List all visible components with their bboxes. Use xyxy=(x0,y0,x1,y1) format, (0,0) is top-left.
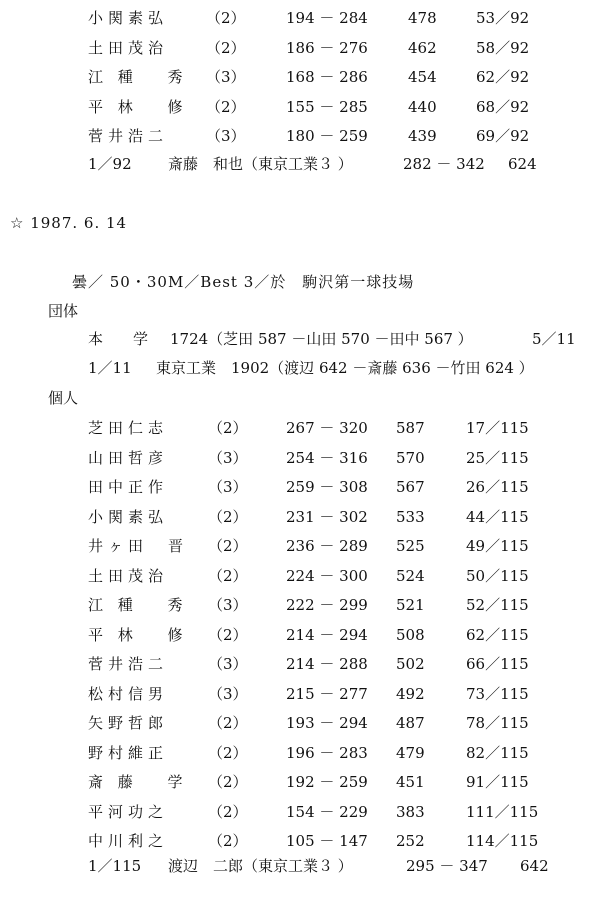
athlete-name: 菅井浩二 xyxy=(88,655,169,673)
athlete-rank: 50／115 xyxy=(466,566,529,585)
athlete-rank: 62／92 xyxy=(476,68,530,86)
athlete-scores: 180 － 259 xyxy=(286,127,368,145)
athlete-total: 454 xyxy=(408,68,437,86)
athlete-scores: 214 － 288 xyxy=(286,655,368,673)
athlete-grade: （2） xyxy=(206,38,246,57)
athlete-scores: 194 － 284 xyxy=(286,9,368,27)
athlete-rank: 25／115 xyxy=(466,448,529,467)
athlete-name: 野村維正 xyxy=(88,743,169,762)
event-description: 曇／ 50・30M／Best 3／於 駒沢第一球技場 xyxy=(72,273,415,291)
athlete-total: 524 xyxy=(396,566,425,585)
athlete-rank: 62／115 xyxy=(466,625,529,644)
athlete-grade: （2） xyxy=(208,625,248,644)
athlete-total: 383 xyxy=(396,802,425,821)
athlete-scores: 196 － 283 xyxy=(286,743,368,762)
athlete-grade: （2） xyxy=(208,507,248,526)
athlete-grade: （2） xyxy=(208,537,248,555)
athlete-name: 菅井浩二 xyxy=(88,127,169,145)
athlete-grade: （3） xyxy=(208,596,248,614)
athlete-rank: 26／115 xyxy=(466,478,529,496)
athlete-grade: （3） xyxy=(208,655,248,673)
top-winner-total: 624 xyxy=(508,155,537,173)
athlete-name: 田中正作 xyxy=(88,478,169,496)
athlete-name: 井ヶ田 晋 xyxy=(88,537,189,555)
team-home-name: 本 学 xyxy=(88,330,149,348)
athlete-scores: 222 － 299 xyxy=(286,596,368,614)
athlete-name: 江 種 秀 xyxy=(88,68,188,86)
athlete-scores: 105 － 147 xyxy=(286,832,368,850)
team-winner-rank: 1／11 xyxy=(88,359,132,377)
athlete-grade: （2） xyxy=(208,714,248,732)
athlete-name: 平河功之 xyxy=(88,802,169,821)
team-label: 団体 xyxy=(48,302,79,320)
athlete-total: 462 xyxy=(408,38,437,57)
athlete-scores: 224 － 300 xyxy=(286,566,368,585)
athlete-scores: 192 － 259 xyxy=(286,773,368,791)
athlete-total: 487 xyxy=(396,714,425,732)
athlete-rank: 114／115 xyxy=(466,832,539,850)
athlete-grade: （3） xyxy=(208,684,248,703)
athlete-scores: 154 － 229 xyxy=(286,802,368,821)
athlete-scores: 254 － 316 xyxy=(286,448,368,467)
athlete-total: 440 xyxy=(408,97,437,116)
athlete-rank: 49／115 xyxy=(466,537,529,555)
athlete-name: 山田哲彦 xyxy=(88,448,169,467)
athlete-scores: 236 － 289 xyxy=(286,537,368,555)
athlete-name: 矢野哲郎 xyxy=(88,714,169,732)
athlete-name: 土田茂治 xyxy=(88,38,169,57)
athlete-name: 小関素弘 xyxy=(88,507,169,526)
top-winner-rank: 1／92 xyxy=(88,155,132,173)
athlete-rank: 73／115 xyxy=(466,684,529,703)
athlete-grade: （2） xyxy=(206,97,246,116)
athlete-scores: 259 － 308 xyxy=(286,478,368,496)
athlete-total: 478 xyxy=(408,9,437,27)
athlete-name: 江 種 秀 xyxy=(88,596,188,614)
athlete-name: 芝田仁志 xyxy=(88,419,169,437)
team-winner-detail: 東京工業 1902（渡辺 642 －斎藤 636 －竹田 624 ） xyxy=(156,359,534,377)
athlete-total: 252 xyxy=(396,832,425,850)
athlete-total: 570 xyxy=(396,448,425,467)
athlete-total: 439 xyxy=(408,127,437,145)
athlete-total: 587 xyxy=(396,419,425,437)
individual-label: 個人 xyxy=(48,389,79,407)
athlete-name: 中川利之 xyxy=(88,832,169,850)
athlete-grade: （3） xyxy=(208,448,248,467)
athlete-total: 502 xyxy=(396,655,425,673)
athlete-total: 451 xyxy=(396,773,425,791)
athlete-total: 508 xyxy=(396,625,425,644)
athlete-name: 斎 藤 学 xyxy=(88,773,188,791)
top-winner-scores: 282 － 342 xyxy=(403,155,485,173)
athlete-grade: （2） xyxy=(208,802,248,821)
athlete-rank: 68／92 xyxy=(476,97,530,116)
athlete-scores: 155 － 285 xyxy=(286,97,368,116)
athlete-rank: 91／115 xyxy=(466,773,529,791)
athlete-total: 533 xyxy=(396,507,425,526)
athlete-grade: （2） xyxy=(208,773,248,791)
athlete-scores: 193 － 294 xyxy=(286,714,368,732)
athlete-scores: 215 － 277 xyxy=(286,684,368,703)
athlete-total: 521 xyxy=(396,596,425,614)
athlete-rank: 66／115 xyxy=(466,655,529,673)
athlete-rank: 58／92 xyxy=(476,38,530,57)
winner-name: 渡辺 二郎（東京工業３ ） xyxy=(168,857,353,875)
athlete-rank: 82／115 xyxy=(466,743,529,762)
athlete-grade: （2） xyxy=(206,9,246,27)
athlete-scores: 168 － 286 xyxy=(286,68,368,86)
winner-scores: 295 － 347 xyxy=(406,857,488,875)
team-home-rank: 5／11 xyxy=(532,330,576,348)
athlete-name: 平 林 修 xyxy=(88,625,188,644)
athlete-grade: （3） xyxy=(206,68,246,86)
athlete-scores: 214 － 294 xyxy=(286,625,368,644)
athlete-grade: （2） xyxy=(208,419,248,437)
athlete-rank: 69／92 xyxy=(476,127,530,145)
event-date: ☆ 1987. 6. 14 xyxy=(10,214,128,232)
athlete-rank: 111／115 xyxy=(466,802,539,821)
athlete-rank: 53／92 xyxy=(476,9,530,27)
athlete-grade: （2） xyxy=(208,832,248,850)
athlete-name: 土田茂治 xyxy=(88,566,169,585)
winner-rank: 1／115 xyxy=(88,857,142,875)
athlete-rank: 44／115 xyxy=(466,507,529,526)
athlete-total: 492 xyxy=(396,684,425,703)
athlete-name: 松村信男 xyxy=(88,684,169,703)
team-home-detail: 1724（芝田 587 －山田 570 －田中 567 ） xyxy=(170,330,473,348)
athlete-grade: （2） xyxy=(208,566,248,585)
athlete-rank: 17／115 xyxy=(466,419,529,437)
athlete-grade: （2） xyxy=(208,743,248,762)
athlete-scores: 267 － 320 xyxy=(286,419,368,437)
athlete-grade: （3） xyxy=(208,478,248,496)
athlete-total: 525 xyxy=(396,537,425,555)
athlete-total: 567 xyxy=(396,478,425,496)
top-winner-name: 斎藤 和也（東京工業３ ） xyxy=(168,155,353,173)
athlete-scores: 186 － 276 xyxy=(286,38,368,57)
athlete-rank: 78／115 xyxy=(466,714,529,732)
athlete-name: 平 林 修 xyxy=(88,97,188,116)
athlete-scores: 231 － 302 xyxy=(286,507,368,526)
athlete-name: 小関素弘 xyxy=(88,9,169,27)
athlete-grade: （3） xyxy=(206,127,246,145)
athlete-total: 479 xyxy=(396,743,425,762)
winner-total: 642 xyxy=(520,857,549,875)
athlete-rank: 52／115 xyxy=(466,596,529,614)
